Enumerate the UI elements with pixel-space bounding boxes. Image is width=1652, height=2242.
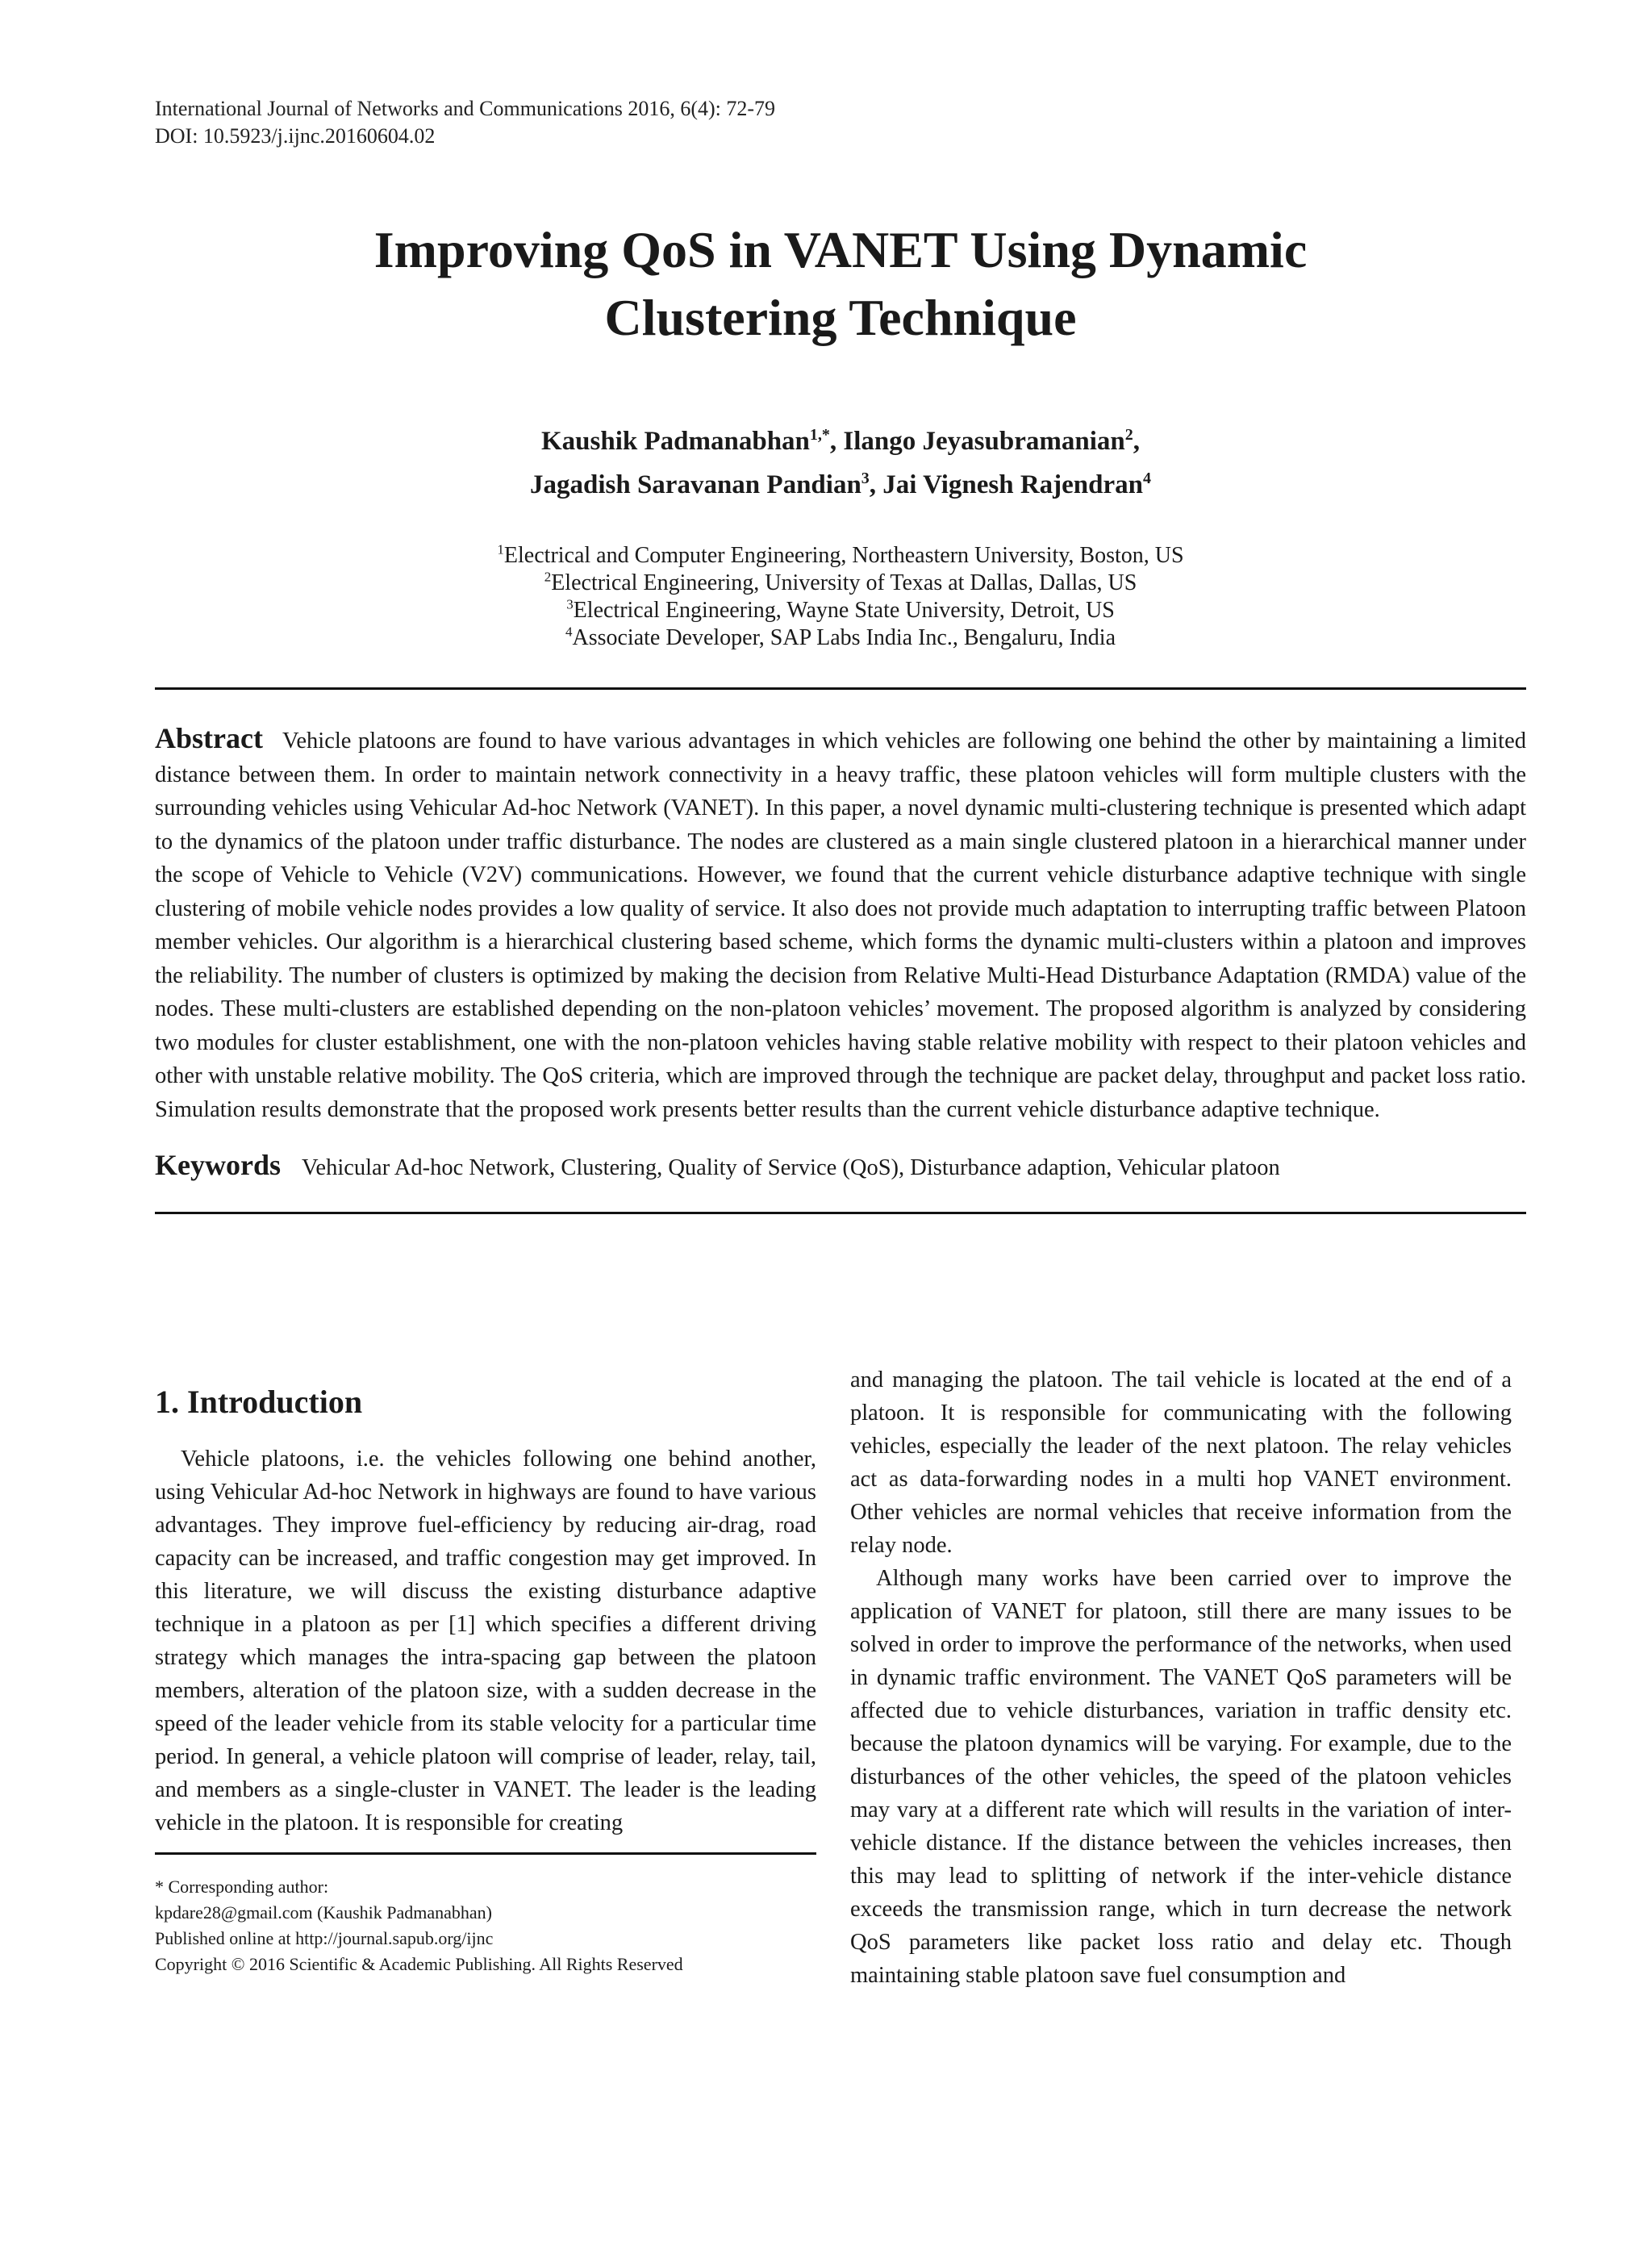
title-line-2: Clustering Technique xyxy=(604,289,1077,346)
footnote-corresponding: * Corresponding author: xyxy=(155,1877,329,1897)
author-name: Jai Vignesh Rajendran xyxy=(882,470,1144,499)
affiliation-text: Electrical Engineering, University of Texas at Dallas, Dallas, US xyxy=(551,570,1137,595)
affiliation-number: 2 xyxy=(544,569,552,585)
author-name: Ilango Jeyasubramanian xyxy=(843,427,1125,456)
author-affiliation-mark: 1,* xyxy=(809,426,830,444)
author-name: Jagadish Saravanan Pandian xyxy=(529,470,861,499)
author-separator: , xyxy=(869,470,883,499)
affiliation-text: Associate Developer, SAP Labs India Inc., Bengaluru, India xyxy=(572,625,1116,650)
author-affiliation-mark: 4 xyxy=(1143,470,1152,487)
footnote-published: Published online at http://journal.sapub.org/ijnc xyxy=(155,1928,494,1948)
abstract-label: Abstract xyxy=(155,722,263,754)
author-affiliation-mark: 2 xyxy=(1124,426,1133,444)
paper-page xyxy=(155,95,1526,1214)
footnote-divider xyxy=(155,1852,816,1855)
left-column xyxy=(155,1363,816,1977)
affiliation-number: 3 xyxy=(566,596,574,612)
divider-bottom xyxy=(155,1212,1526,1214)
footnotes xyxy=(155,1874,816,1977)
affiliation-item xyxy=(155,597,1526,624)
affiliation-item xyxy=(155,624,1526,652)
author-line-1 xyxy=(155,420,1526,463)
keywords xyxy=(155,1149,1526,1184)
journal-header xyxy=(155,95,1526,150)
divider-top xyxy=(155,687,1526,690)
intro-paragraph: Vehicle platoons, i.e. the vehicles following one behind another, using Vehicular Ad-hoc Network in highways are found to have various advantages. They improve fuel-efficiency by reducing air-drag, road capacity can be increased, and traffic congestion may get improved. In this literature, we will discuss the existing disturbance adaptive technique in a platoon as per [1] which specifies a different driving strategy which manages the intra-spacing gap between the platoon members, alteration of the platoon size, with a sudden decrease in the speed of the leader vehicle from its stable velocity for a particular time period. In general, a vehicle platoon will comprise of leader, relay, tail, and members as a single-cluster in VANET. The leader is the leading vehicle in the platoon. It is responsible for creating xyxy=(155,1447,816,1835)
journal-citation: International Journal of Networks and Communications 2016, 6(4): 72-79 xyxy=(155,97,776,120)
affiliation-number: 4 xyxy=(565,624,573,640)
affiliation-list xyxy=(155,542,1526,652)
footnote-email: kpdare28@gmail.com (Kaushik Padmanabhan) xyxy=(155,1902,492,1923)
title-line-1: Improving QoS in VANET Using Dynamic xyxy=(373,221,1308,278)
affiliation-item xyxy=(155,542,1526,570)
paper-title xyxy=(155,216,1526,352)
keywords-text: Vehicular Ad-hoc Network, Clustering, Quality of Service (QoS), Disturbance adaption, Vehicular platoon xyxy=(302,1155,1280,1180)
abstract xyxy=(155,722,1526,1126)
affiliation-text: Electrical and Computer Engineering, Northeastern University, Boston, US xyxy=(503,543,1184,568)
author-separator: , xyxy=(829,427,844,456)
affiliation-item xyxy=(155,570,1526,597)
doi: DOI: 10.5923/j.ijnc.20160604.02 xyxy=(155,124,436,148)
abstract-text: Vehicle platoons are found to have various advantages in which vehicles are following one behind the other by maintaining a limited distance between them. In order to maintain network connectivity in a heavy traffic, these platoon vehicles will form multiple clusters with the surrounding vehicles using Vehicular Ad-hoc Network (VANET). In this paper, a novel dynamic multi-clustering technique is presented which adapt to the dynamics of the platoon under traffic disturbance. The nodes are clustered as a main single clustered platoon in a hierarchical manner under the scope of Vehicle to Vehicle (V2V) communications. However, we found that the current vehicle disturbance adaptive technique with single clustering of mobile vehicle nodes provides a low quality of service. It also does not provide much adaptation to interrupting traffic between Platoon member vehicles. Our algorithm is a hierarchical clustering based scheme, which forms the dynamic multi-clusters within a platoon and improves the reliability. The number of clusters is optimized by making the decision from Relative Multi-Head Disturbance Adaptation (RMDA) value of the nodes. These multi-clusters are established depending on the non-platoon vehicles’ movement. The proposed algorithm is analyzed by considering two modules for cluster establishment, one with the non-platoon vehicles having stable relative mobility with respect to their platoon vehicles and other with unstable relative mobility. The QoS criteria, which are improved through the technique are packet delay, throughput and packet loss ratio. Simulation results demonstrate that the proposed work presents better results than the current vehicle disturbance adaptive technique. xyxy=(155,729,1526,1122)
right-column xyxy=(850,1363,1512,1992)
affiliation-text: Electrical Engineering, Wayne State University, Detroit, US xyxy=(573,598,1115,623)
keywords-label: Keywords xyxy=(155,1149,281,1181)
intro-paragraph: Although many works have been carried over to improve the application of VANET for platoon, still there are many issues to be solved in order to improve the performance of the networks, when used in dynamic traffic environment. The VANET QoS parameters will be affected due to vehicle disturbances, variation in traffic density etc. because the platoon dynamics will be varying. For example, due to the disturbances of the other vehicles, the speed of the platoon vehicles may vary at a different rate which will results in the variation of inter-vehicle distance. If the distance between the vehicles increases, then this may lead to splitting of network if the inter-vehicle distance exceeds the transmission range, which in turn decrease the network QoS parameters like packet loss ratio and delay etc. Though maintaining stable platoon save fuel consumption and xyxy=(850,1566,1512,1988)
footnote-copyright: Copyright © 2016 Scientific & Academic Publishing. All Rights Reserved xyxy=(155,1954,683,1974)
affiliation-number: 1 xyxy=(497,541,504,557)
author-affiliation-mark: 3 xyxy=(861,470,870,487)
section-heading: 1. Introduction xyxy=(155,1384,363,1420)
author-list xyxy=(155,420,1526,507)
intro-paragraph-continued: and managing the platoon. The tail vehicle is located at the end of a platoon. It is responsible for communicating with the following vehicles, especially the leader of the next platoon. The relay vehicles act as data-forwarding nodes in a multi hop VANET environment. Other vehicles are normal vehicles that receive information from the relay node. xyxy=(850,1367,1512,1558)
author-line-2 xyxy=(155,463,1526,507)
author-name: Kaushik Padmanabhan xyxy=(541,427,810,456)
author-separator: , xyxy=(1133,427,1140,456)
